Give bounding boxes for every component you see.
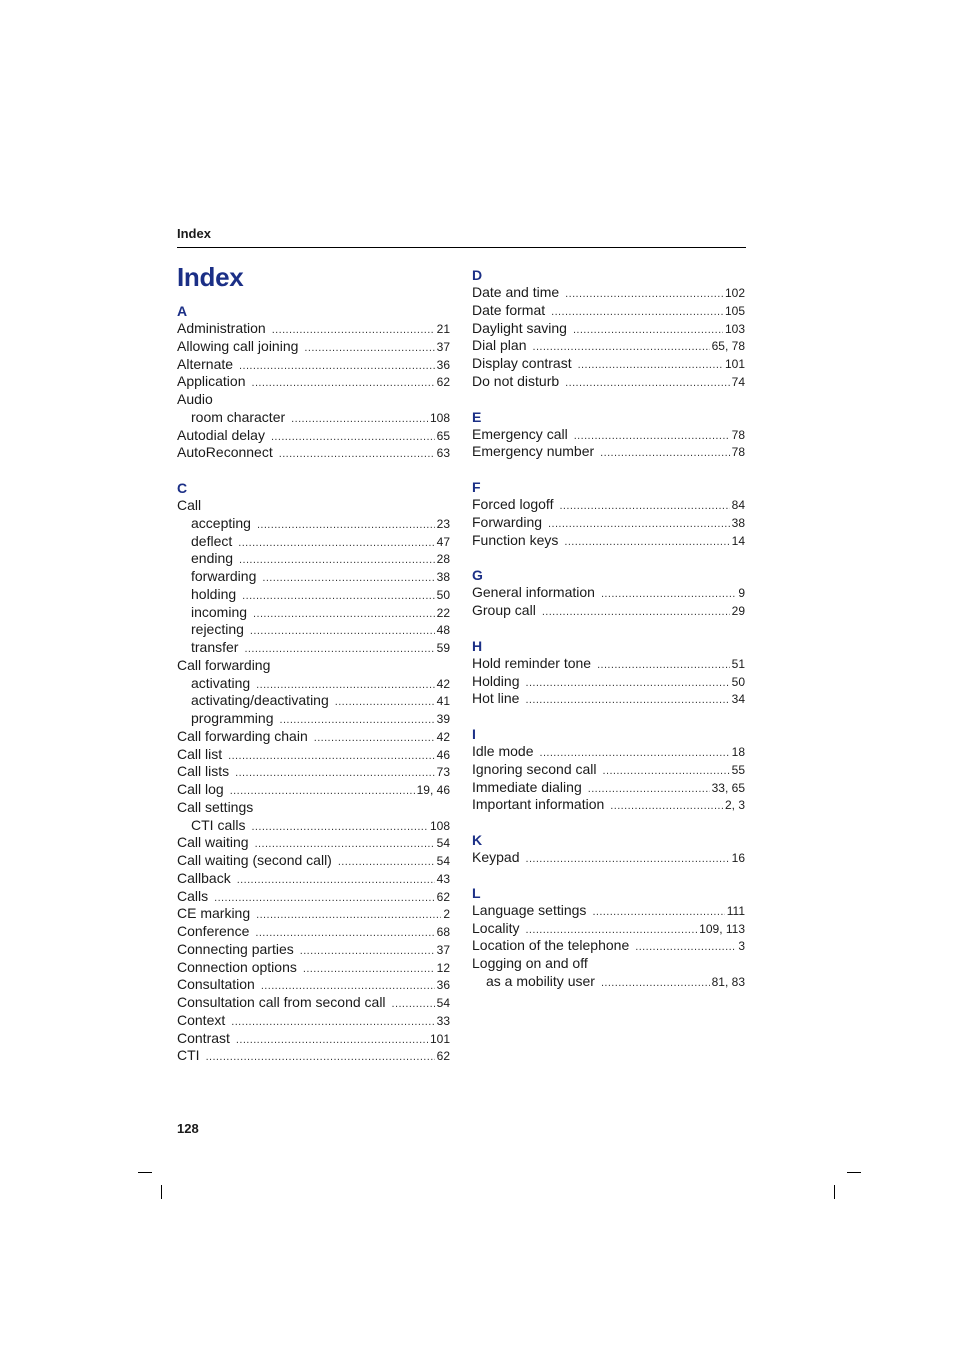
index-section-c bbox=[177, 479, 450, 1065]
entry-pages: 14 bbox=[731, 533, 745, 548]
entry-term: Dial plan bbox=[472, 337, 527, 354]
section-letter: G bbox=[472, 567, 483, 584]
entry-term: holding bbox=[191, 585, 237, 602]
section-letter: L bbox=[472, 884, 481, 901]
entry-term: Emergency call bbox=[472, 425, 568, 442]
index-entry bbox=[472, 355, 745, 373]
entry-term: Call log bbox=[177, 781, 224, 797]
entry-pages: 18 bbox=[731, 745, 745, 759]
index-subentry bbox=[177, 533, 450, 551]
entry-pages: 84 bbox=[731, 498, 745, 512]
entry-term: Application bbox=[177, 373, 246, 390]
entry-pages: 22 bbox=[436, 605, 450, 620]
index-entry bbox=[472, 443, 745, 461]
entry-term: Hot line bbox=[472, 690, 520, 707]
index-section-i bbox=[472, 725, 745, 814]
index-entry bbox=[472, 514, 745, 532]
dot-leader bbox=[256, 907, 441, 925]
page-title: Index bbox=[177, 262, 244, 292]
entry-term: Alternate bbox=[177, 355, 234, 372]
index-entry bbox=[472, 761, 745, 779]
dot-leader bbox=[236, 1032, 428, 1050]
crop-mark bbox=[161, 1185, 162, 1199]
index-entry bbox=[177, 338, 450, 356]
section-letter: E bbox=[472, 408, 482, 425]
index-entry bbox=[472, 655, 745, 673]
entry-term: deflect bbox=[191, 532, 233, 549]
index-entry bbox=[472, 743, 745, 761]
dot-leader bbox=[300, 943, 435, 961]
section-letter: A bbox=[177, 303, 188, 319]
dot-leader bbox=[279, 446, 435, 464]
index-entry bbox=[472, 690, 745, 708]
dot-leader bbox=[525, 692, 729, 710]
index-section-d bbox=[472, 266, 745, 391]
entry-term: Idle mode bbox=[472, 743, 534, 759]
dot-leader bbox=[303, 961, 435, 979]
index-entry bbox=[472, 532, 745, 550]
entry-term: AutoReconnect bbox=[177, 444, 273, 461]
dot-leader bbox=[551, 304, 723, 322]
dot-leader bbox=[565, 375, 729, 393]
entry-term: Call bbox=[177, 497, 202, 513]
dot-leader bbox=[304, 340, 434, 358]
section-letter: F bbox=[472, 479, 481, 495]
entry-term: transfer bbox=[191, 639, 239, 655]
entry-pages: 63 bbox=[436, 446, 450, 461]
entry-pages: 19, 46 bbox=[416, 783, 450, 797]
dot-leader bbox=[525, 675, 729, 693]
entry-term: Callback bbox=[177, 869, 231, 886]
entry-term: activating/deactivating bbox=[191, 692, 329, 709]
dot-leader bbox=[635, 939, 736, 957]
index-subentry bbox=[177, 675, 450, 693]
index-entry bbox=[472, 584, 745, 602]
entry-term: rejecting bbox=[191, 621, 244, 638]
dot-leader bbox=[603, 763, 730, 781]
dot-leader bbox=[239, 358, 435, 376]
index-section-f bbox=[472, 478, 745, 549]
entry-term: Language settings bbox=[472, 901, 587, 918]
entry-term: General information bbox=[472, 584, 595, 601]
entry-term: Consultation bbox=[177, 976, 255, 993]
entry-pages: 78 bbox=[731, 445, 745, 460]
entry-pages: 54 bbox=[436, 836, 450, 851]
entry-term: Function keys bbox=[472, 531, 559, 548]
section-letter: D bbox=[472, 267, 483, 283]
entry-term: Locality bbox=[472, 919, 520, 936]
entry-term: Allowing call joining bbox=[177, 337, 299, 354]
entry-pages: 62 bbox=[436, 1049, 450, 1064]
entry-pages: 108 bbox=[429, 410, 450, 425]
index-entry bbox=[177, 852, 450, 870]
entry-pages: 108 bbox=[429, 818, 450, 833]
entry-pages: 33 bbox=[436, 1013, 450, 1028]
index-entry bbox=[177, 923, 450, 941]
index-entry bbox=[472, 602, 745, 620]
entry-term: Date and time bbox=[472, 284, 560, 300]
entry-term: Call forwarding chain bbox=[177, 727, 308, 744]
entry-pages: 21 bbox=[436, 322, 450, 336]
dot-leader bbox=[230, 783, 415, 801]
dot-leader bbox=[239, 552, 435, 570]
section-letter: C bbox=[177, 480, 188, 496]
index-subentry bbox=[177, 550, 450, 568]
entry-term: Call list bbox=[177, 745, 223, 762]
dot-leader bbox=[253, 606, 435, 624]
entry-term: Call lists bbox=[177, 763, 230, 780]
entry-pages: 111 bbox=[726, 903, 745, 918]
dot-leader bbox=[271, 429, 435, 447]
section-letter: I bbox=[472, 726, 476, 742]
entry-pages: 55 bbox=[731, 762, 745, 777]
entry-pages: 23 bbox=[436, 516, 450, 531]
entry-pages: 37 bbox=[436, 339, 450, 354]
entry-pages: 105 bbox=[724, 303, 745, 318]
index-entry bbox=[177, 444, 450, 462]
index-entry bbox=[472, 373, 745, 391]
dot-leader bbox=[252, 375, 435, 393]
index-section-l bbox=[472, 884, 745, 991]
page-number: 128 bbox=[177, 1121, 199, 1136]
section-letter: H bbox=[472, 637, 483, 654]
entry-term: programming bbox=[191, 710, 274, 726]
dot-leader bbox=[573, 322, 723, 340]
entry-term: Consultation call from second call bbox=[177, 994, 386, 1010]
entry-term: Autodial delay bbox=[177, 426, 265, 443]
entry-pages: 51 bbox=[731, 656, 745, 671]
index-entry bbox=[472, 337, 745, 355]
index-entry bbox=[472, 779, 745, 797]
dot-leader bbox=[237, 872, 435, 890]
entry-pages: 50 bbox=[731, 674, 745, 689]
entry-term: Forced logoff bbox=[472, 496, 554, 512]
entry-term: Keypad bbox=[472, 849, 520, 865]
entry-term: Connection options bbox=[177, 958, 297, 975]
entry-term: Call forwarding bbox=[177, 656, 271, 673]
crop-mark bbox=[834, 1185, 835, 1199]
index-section-a bbox=[177, 302, 450, 462]
index-entry bbox=[177, 834, 450, 852]
entry-term: Important information bbox=[472, 796, 605, 813]
entry-term: Display contrast bbox=[472, 355, 572, 371]
entry-term: Immediate dialing bbox=[472, 778, 582, 795]
index-entry bbox=[177, 781, 450, 799]
entry-pages: 46 bbox=[436, 747, 450, 762]
entry-pages: 62 bbox=[436, 375, 450, 390]
dot-leader bbox=[578, 357, 723, 375]
index-subentry bbox=[177, 817, 450, 835]
index-section-g bbox=[472, 566, 745, 620]
entry-term: Administration bbox=[177, 320, 266, 336]
index-subentry bbox=[177, 621, 450, 639]
crop-mark bbox=[138, 1172, 152, 1173]
index-entry bbox=[177, 763, 450, 781]
entry-pages: 34 bbox=[731, 692, 745, 707]
dot-leader bbox=[251, 819, 428, 837]
entry-term: CE marking bbox=[177, 905, 251, 922]
index-entry bbox=[472, 902, 745, 920]
index-entry bbox=[177, 320, 450, 338]
entry-term: Emergency number bbox=[472, 443, 595, 460]
entry-term: Do not disturb bbox=[472, 372, 560, 389]
index-subentry bbox=[472, 973, 745, 991]
entry-term: forwarding bbox=[191, 568, 257, 584]
entry-pages: 12 bbox=[436, 960, 450, 975]
index-subentry bbox=[177, 639, 450, 657]
entry-term: incoming bbox=[191, 603, 248, 620]
entry-term: Context bbox=[177, 1011, 226, 1028]
index-subentry bbox=[177, 568, 450, 586]
dot-leader bbox=[338, 854, 435, 872]
dot-leader bbox=[597, 657, 730, 675]
entry-pages: 73 bbox=[436, 765, 450, 780]
index-entry bbox=[177, 746, 450, 764]
entry-term: Contrast bbox=[177, 1029, 230, 1046]
dot-leader bbox=[525, 851, 729, 869]
entry-pages: 2 bbox=[443, 907, 450, 922]
index-entry bbox=[177, 356, 450, 374]
index-entry bbox=[177, 941, 450, 959]
dot-leader bbox=[574, 428, 730, 446]
entry-term: as a mobility user bbox=[486, 972, 595, 989]
entry-pages: 48 bbox=[436, 623, 450, 638]
entry-term: Audio bbox=[177, 391, 213, 407]
index-entry bbox=[472, 302, 745, 320]
dot-leader bbox=[291, 411, 428, 429]
index-entry bbox=[177, 391, 450, 409]
dot-leader bbox=[542, 604, 730, 622]
entry-term: Call settings bbox=[177, 798, 254, 815]
index-entry bbox=[472, 920, 745, 938]
entry-pages: 59 bbox=[436, 641, 450, 655]
entry-pages: 9 bbox=[738, 586, 745, 601]
index-subentry bbox=[177, 710, 450, 728]
index-entry bbox=[177, 1047, 450, 1065]
entry-term: CTI bbox=[177, 1047, 200, 1064]
dot-leader bbox=[262, 570, 434, 588]
entry-pages: 2, 3 bbox=[724, 798, 745, 813]
dot-leader bbox=[588, 781, 710, 799]
entry-term: Calls bbox=[177, 887, 209, 904]
entry-pages: 81, 83 bbox=[711, 974, 745, 989]
dot-leader bbox=[250, 623, 435, 641]
index-section-k bbox=[472, 831, 745, 867]
index-entry bbox=[177, 497, 450, 515]
entry-term: ending bbox=[191, 550, 234, 567]
index-entry bbox=[472, 937, 745, 955]
entry-pages: 28 bbox=[436, 552, 450, 567]
entry-pages: 65 bbox=[436, 428, 450, 443]
entry-term: Date format bbox=[472, 301, 546, 318]
index-entry bbox=[177, 959, 450, 977]
entry-pages: 50 bbox=[436, 587, 450, 602]
entry-term: accepting bbox=[191, 514, 251, 531]
entry-term: Group call bbox=[472, 602, 536, 618]
entry-pages: 33, 65 bbox=[711, 780, 745, 795]
entry-term: Ignoring second call bbox=[472, 760, 597, 777]
index-subentry bbox=[177, 604, 450, 622]
dot-leader bbox=[565, 286, 723, 304]
index-column-left bbox=[177, 302, 450, 1082]
dot-leader bbox=[601, 586, 736, 604]
entry-term: Location of the telephone bbox=[472, 937, 630, 954]
entry-term: CTI calls bbox=[191, 816, 246, 833]
entry-pages: 109, 113 bbox=[699, 921, 745, 936]
dot-leader bbox=[610, 798, 723, 816]
index-column-right bbox=[472, 266, 745, 1008]
entry-term: Connecting parties bbox=[177, 940, 294, 957]
index-entry bbox=[472, 955, 745, 973]
dot-leader bbox=[559, 498, 729, 516]
entry-pages: 41 bbox=[436, 694, 450, 709]
index-entry bbox=[472, 796, 745, 814]
dot-leader bbox=[235, 765, 435, 783]
entry-pages: 62 bbox=[436, 889, 450, 904]
index-subentry bbox=[177, 692, 450, 710]
entry-pages: 47 bbox=[436, 534, 450, 549]
index-entry bbox=[177, 657, 450, 675]
index-section-e bbox=[472, 408, 745, 462]
dot-leader bbox=[592, 904, 724, 922]
entry-term: room character bbox=[191, 408, 286, 425]
index-entry bbox=[177, 1012, 450, 1030]
entry-pages: 43 bbox=[436, 871, 450, 886]
index-entry bbox=[177, 994, 450, 1012]
running-header: Index bbox=[177, 226, 211, 241]
entry-pages: 38 bbox=[731, 515, 745, 530]
entry-pages: 102 bbox=[724, 286, 745, 300]
index-subentry bbox=[177, 515, 450, 533]
index-entry bbox=[177, 373, 450, 391]
index-entry bbox=[177, 728, 450, 746]
dot-leader bbox=[601, 975, 710, 993]
entry-pages: 29 bbox=[731, 604, 745, 618]
dot-leader bbox=[206, 1049, 435, 1067]
dot-leader bbox=[335, 694, 435, 712]
entry-term: Hold reminder tone bbox=[472, 654, 592, 671]
entry-pages: 68 bbox=[436, 925, 450, 939]
crop-mark bbox=[847, 1172, 861, 1173]
dot-leader bbox=[392, 996, 435, 1014]
entry-term: activating bbox=[191, 674, 251, 691]
index-entry bbox=[472, 426, 745, 444]
entry-pages: 54 bbox=[436, 996, 450, 1010]
entry-term: Conference bbox=[177, 923, 250, 939]
entry-term: Call waiting bbox=[177, 834, 249, 851]
dot-leader bbox=[548, 516, 730, 534]
entry-term: Holding bbox=[472, 672, 520, 689]
dot-leader bbox=[600, 445, 729, 463]
dot-leader bbox=[228, 748, 435, 766]
index-entry bbox=[472, 320, 745, 338]
entry-term: Logging on and off bbox=[472, 955, 588, 971]
entry-pages: 103 bbox=[724, 321, 745, 336]
entry-term: Daylight saving bbox=[472, 319, 567, 336]
index-entry bbox=[472, 496, 745, 514]
entry-pages: 101 bbox=[724, 357, 745, 371]
entry-pages: 38 bbox=[436, 570, 450, 584]
dot-leader bbox=[257, 517, 435, 535]
index-subentry bbox=[177, 586, 450, 604]
index-entry bbox=[177, 976, 450, 994]
entry-term: Forwarding bbox=[472, 513, 543, 530]
index-entry bbox=[177, 427, 450, 445]
index-subentry bbox=[177, 409, 450, 427]
dot-leader bbox=[314, 730, 435, 748]
index-section-h bbox=[472, 637, 745, 708]
entry-pages: 36 bbox=[436, 978, 450, 993]
dot-leader bbox=[242, 588, 434, 606]
entry-pages: 42 bbox=[436, 729, 450, 744]
entry-pages: 3 bbox=[738, 939, 745, 954]
index-entry bbox=[177, 888, 450, 906]
index-entry bbox=[472, 284, 745, 302]
entry-pages: 101 bbox=[429, 1031, 450, 1046]
index-entry bbox=[472, 849, 745, 867]
index-entry bbox=[177, 1030, 450, 1048]
index-entry bbox=[177, 799, 450, 817]
entry-pages: 16 bbox=[731, 851, 745, 865]
entry-pages: 54 bbox=[436, 854, 450, 868]
entry-term: Call waiting (second call) bbox=[177, 852, 332, 868]
entry-pages: 37 bbox=[436, 942, 450, 957]
entry-pages: 78 bbox=[731, 427, 745, 442]
dot-leader bbox=[244, 641, 434, 659]
entry-pages: 65, 78 bbox=[711, 339, 745, 354]
header-rule bbox=[177, 247, 746, 248]
dot-leader bbox=[564, 534, 729, 552]
entry-pages: 39 bbox=[436, 712, 450, 726]
entry-pages: 42 bbox=[436, 676, 450, 691]
dot-leader bbox=[231, 1014, 434, 1032]
index-entry bbox=[177, 870, 450, 888]
entry-pages: 74 bbox=[731, 374, 745, 389]
dot-leader bbox=[238, 535, 434, 553]
index-entry bbox=[177, 905, 450, 923]
entry-pages: 36 bbox=[436, 357, 450, 372]
section-letter: K bbox=[472, 832, 483, 848]
index-entry bbox=[472, 673, 745, 691]
